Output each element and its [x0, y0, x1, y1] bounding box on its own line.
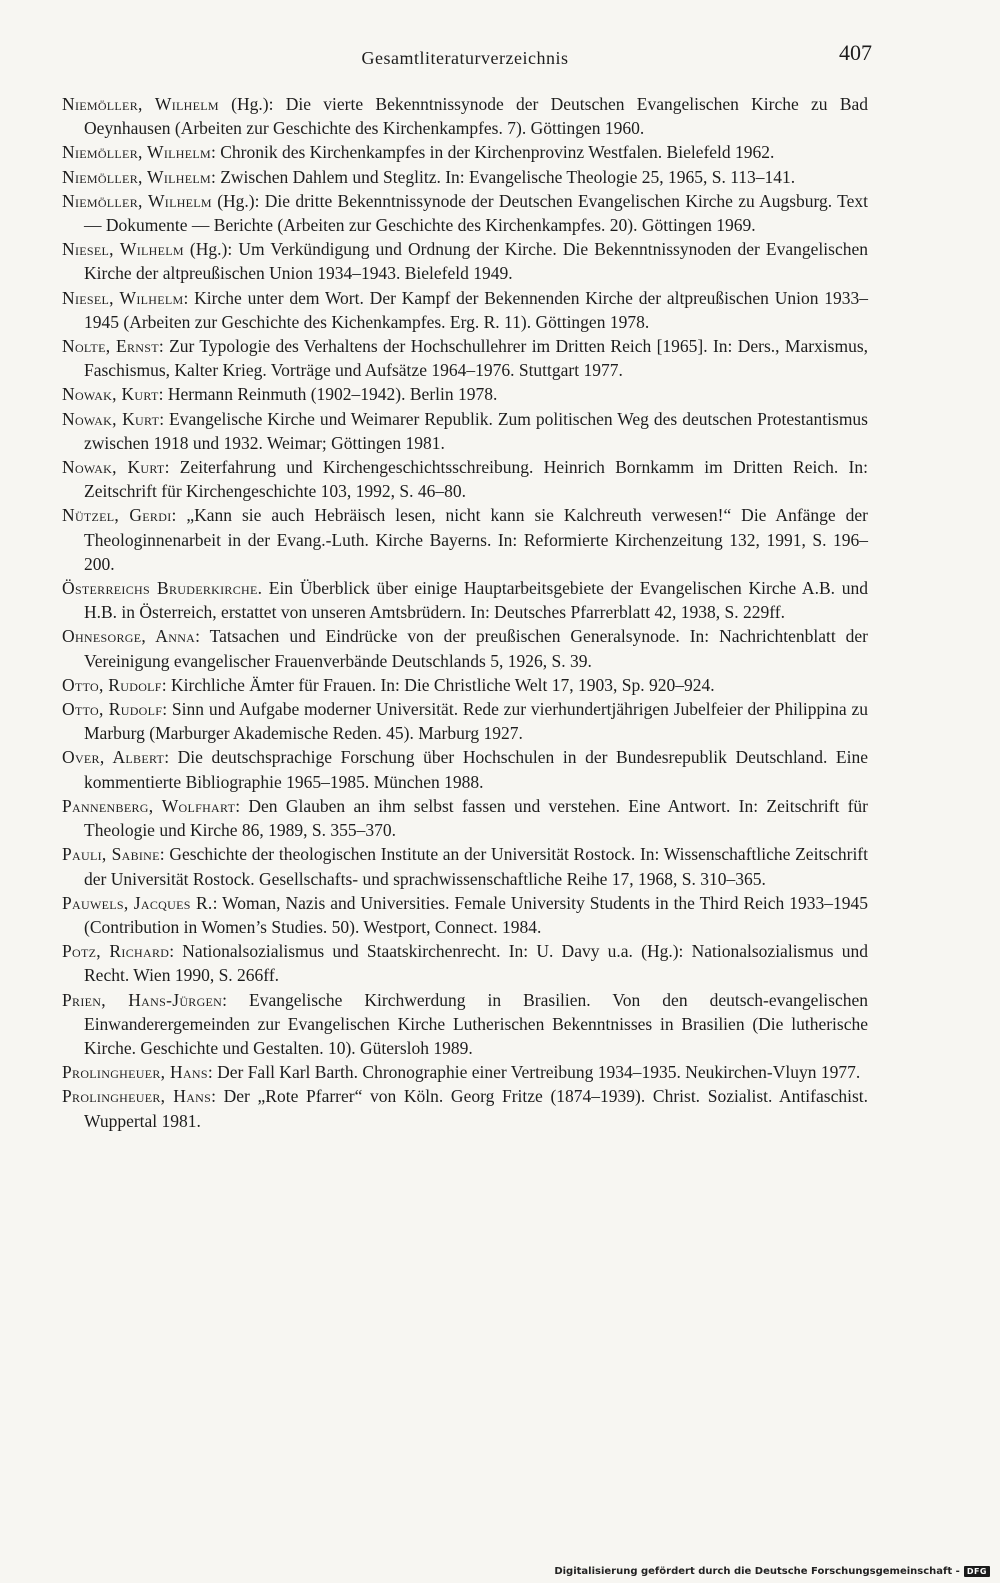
running-title: Gesamtliteraturverzeichnis [361, 48, 569, 68]
entry-text: : Evangelische Kirchwerdung in Brasilien. Von den deutsch-evangelischen Einwanderergemeinden zur Evangelischen Kirche Lutherischen Bekenntnisses in Brasilien (Die lutherische Kirche. Geschichte und Gestalten. 10). Gütersloh 1989. [84, 989, 869, 1058]
entry-author: Österreichs Bruderkirche [62, 578, 258, 599]
entry-author: Pauwels, Jacques R. [62, 892, 213, 913]
entry-text: : Hermann Reinmuth (1902–1942). Berlin 1978. [158, 384, 498, 405]
entry-text: : Nationalsozialismus und Staatskirchenrecht. In: U. Davy u.a. (Hg.): Nationalsozialismus und Recht. Wien 1990, S. 266ff. [84, 941, 868, 986]
entry-author: Prolingheuer, Hans [62, 1086, 212, 1107]
entry-author: Niemöller, Wilhelm [62, 94, 219, 114]
entry-text: : „Kann sie auch Hebräisch lesen, nicht kann sie Kalchreuth verwesen!“ Die Anfänge der Theologinnenarbeit in der Evang.-Luth. Kirche Bayerns. In: Reformierte Kirchenzeitung 132, 1991, S. 196–200. [84, 505, 868, 574]
entry-text: : Woman, Nazis and Universities. Female University Students in the Third Reich 1933–1945 (Contribution in Women’s Studies. 50). Westport, Connect. 1984. [84, 892, 868, 937]
entry-author: Prien, Hans-Jürgen [62, 989, 223, 1010]
bibliography-entry [62, 842, 868, 890]
entry-author: Pannenberg, Wolfhart [62, 795, 236, 816]
entry-text: . Ein Überblick über einige Hauptarbeitsgebiete der Evangelischen Kirche A.B. und H.B. in Österreich, erstattet von unseren Amtsbrüdern. In: Deutsches Pfarrerblatt 42, 1938, S. 229ff. [84, 578, 869, 623]
entry-text: : Den Glauben an ihm selbst fassen und verstehen. Eine Antwort. In: Zeitschrift für Theologie und Kirche 86, 1989, S. 355–370. [84, 795, 869, 841]
entry-text: (Hg.): Die dritte Bekenntnissynode der Deutschen Evangelischen Kirche zu Augsburg. Text — Dokumente — Berichte (Arbeiten zur Geschichte des Kirchenkampfes. 20). Göttingen 1969. [84, 190, 868, 236]
entry-author: Niemöller, Wilhelm [62, 190, 212, 211]
entry-author: Otto, Rudolf [62, 674, 162, 695]
bibliography-entry [62, 624, 868, 672]
entry-author: Pauli, Sabine [62, 844, 160, 865]
entry-author: Nowak, Kurt [62, 408, 160, 429]
entry-author: Nolte, Ernst [62, 336, 159, 357]
bibliography-entry [62, 455, 868, 503]
entry-author: Over, Albert [62, 747, 165, 768]
entry-text: : Die deutschsprachige Forschung über Hochschulen in der Bundesrepublik Deutschland. Eine kommentierte Bibliographie 1965–1985. München 1988. [84, 747, 869, 792]
entry-author: Nowak, Kurt [62, 457, 165, 478]
entry-author: Potz, Richard [62, 941, 170, 962]
entry-text: : Tatsachen und Eindrücke von der preußischen Generalsynode. In: Nachrichtenblatt der Vereinigung evangelischer Frauenverbände Deutschlands 5, 1926, S. 39. [84, 626, 869, 671]
bibliography-entry [62, 286, 868, 334]
entry-author: Nowak, Kurt [62, 384, 159, 405]
entry-text: (Hg.): Um Verkündigung und Ordnung der Kirche. Die Bekenntnissynoden der Evangelischen Kirche der altpreußischen Union 1934–1943. Bielefeld 1949. [84, 239, 868, 284]
entry-text: : Zwischen Dahlem und Steglitz. In: Evangelische Theologie 25, 1965, S. 113–141. [210, 166, 796, 187]
bibliography-entry [62, 697, 868, 745]
entry-author: Niesel, Wilhelm [62, 287, 184, 308]
bibliography-entry [62, 1060, 868, 1084]
entry-author: Prolingheuer, Hans [62, 1062, 208, 1083]
entry-author: Niemöller, Wilhelm [62, 166, 211, 187]
credit-text: Digitalisierung gefördert durch die Deutsche Forschungsgemeinschaft - [554, 1566, 960, 1577]
entry-author: Otto, Rudolf [62, 699, 163, 720]
entry-text: : Chronik des Kirchenkampfes in der Kirchenprovinz Westfalen. Bielefeld 1962. [210, 142, 775, 163]
entry-text: : Der Fall Karl Barth. Chronographie einer Vertreibung 1934–1935. Neukirchen-Vluyn 1977. [207, 1062, 861, 1083]
bibliography-entry [62, 140, 868, 164]
bibliography-entry [62, 1084, 868, 1132]
bibliography-entry [62, 407, 868, 455]
page-number: 407 [839, 40, 872, 65]
bibliography-entry [62, 165, 868, 189]
bibliography-entry [62, 745, 868, 793]
bibliography-entry [62, 673, 868, 697]
bibliography-list [62, 92, 868, 1133]
page-header [62, 40, 872, 80]
entry-text: : Zeiterfahrung und Kirchengeschichtsschreibung. Heinrich Bornkamm im Dritten Reich. In: Zeitschrift für Kirchengeschichte 103, 1992, S. 46–80. [84, 457, 869, 502]
bibliography-entry [62, 334, 868, 382]
bibliography-entry [62, 891, 868, 939]
bibliography-entry [62, 503, 868, 576]
bibliography-entry [62, 382, 868, 406]
entry-text: : Sinn und Aufgabe moderner Universität. Rede zur vierhundertjährigen Jubelfeier der Philippina zu Marburg (Marburger Akademische Reden. 45). Marburg 1927. [84, 699, 868, 744]
bibliography-entry [62, 92, 868, 140]
entry-author: Niesel, Wilhelm [62, 239, 184, 260]
bibliography-entry [62, 189, 868, 237]
entry-text: : Kirchliche Ämter für Frauen. In: Die Christliche Welt 17, 1903, Sp. 920–924. [161, 674, 715, 695]
digitization-credit [554, 1566, 990, 1577]
dfg-logo: DFG [964, 1566, 990, 1577]
bibliography-entry [62, 576, 868, 624]
entry-text: (Hg.): Die vierte Bekenntnissynode der Deutschen Evangelischen Kirche zu Bad Oeynhausen (Arbeiten zur Geschichte des Kirchenkampfes. 7). Göttingen 1960. [84, 94, 869, 139]
bibliography-entry [62, 988, 868, 1061]
entry-author: Niemöller, Wilhelm [62, 142, 211, 163]
entry-author: Ohnesorge, Anna [62, 626, 196, 647]
entry-text: : Zur Typologie des Verhaltens der Hochschullehrer im Dritten Reich [1965]. In: Ders., Marxismus, Faschismus, Kalter Krieg. Vorträge und Aufsätze 1964–1976. Stuttgart 1977. [84, 336, 869, 381]
bibliography-entry [62, 939, 868, 987]
entry-text: : Kirche unter dem Wort. Der Kampf der Bekennenden Kirche der altpreußischen Union 1933–1945 (Arbeiten zur Geschichte des Kichenkampfes. Erg. R. 11). Göttingen 1978. [84, 287, 868, 332]
entry-text: : Der „Rote Pfarrer“ von Köln. Georg Fritze (1874–1939). Christ. Sozialist. Antifaschist. Wuppertal 1981. [84, 1086, 868, 1131]
bibliography-entry [62, 794, 868, 842]
entry-text: : Evangelische Kirche und Weimarer Republik. Zum politischen Weg des deutschen Protestantismus zwischen 1918 und 1932. Weimar; Göttingen 1981. [84, 408, 868, 453]
entry-author: Nützel, Gerdi [62, 505, 172, 526]
bibliography-entry [62, 237, 868, 285]
entry-text: : Geschichte der theologischen Institute an der Universität Rostock. In: Wissenschaftliche Zeitschrift der Universität Rostock. Gesellschafts- und sprachwissenschaftliche Reihe 17, 1968, S. 310–365. [84, 844, 868, 889]
